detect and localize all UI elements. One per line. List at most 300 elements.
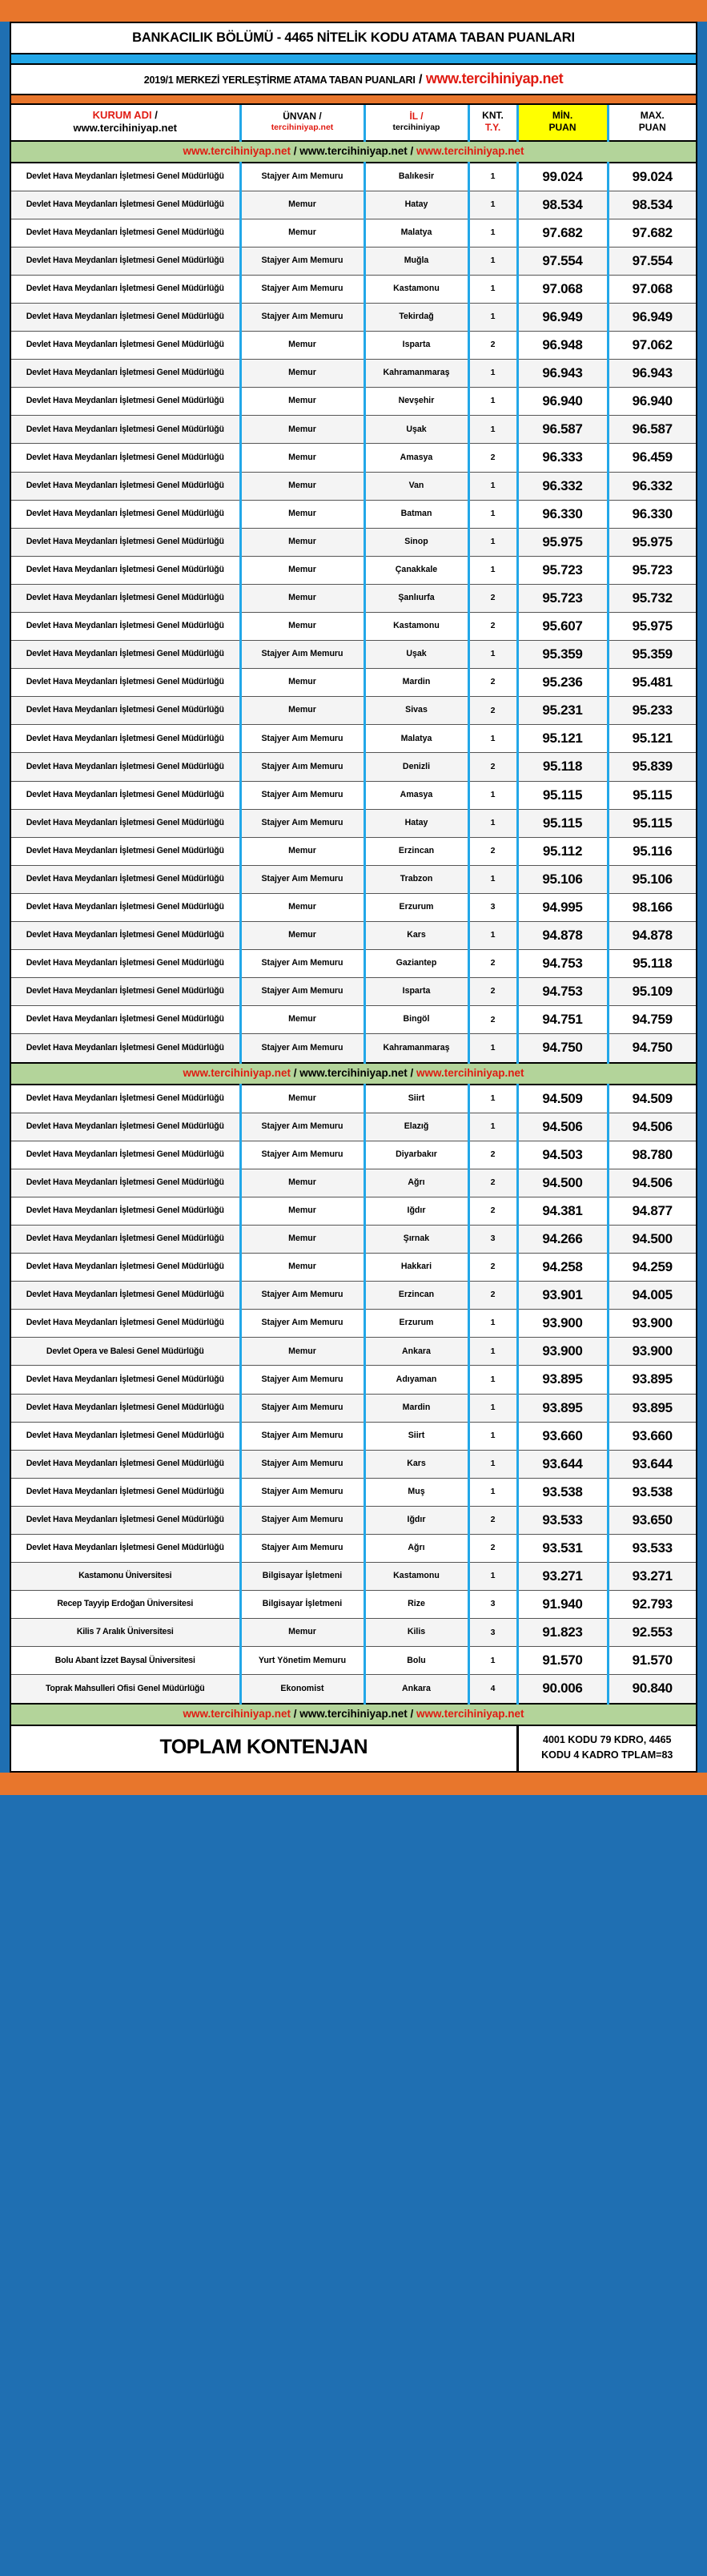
ad-separator-1: / [290,144,300,157]
cell-knt: 1 [468,1450,517,1478]
cell-min-puan: 94.500 [517,1169,608,1197]
cell-knt: 1 [468,641,517,669]
cell-il: Van [364,472,468,500]
cell-min-puan: 97.682 [517,219,608,247]
cell-unvan: Stajyer Aım Memuru [240,978,364,1006]
cell-max-puan: 93.644 [608,1450,696,1478]
cell-max-puan: 94.500 [608,1225,696,1253]
cell-unvan: Stajyer Aım Memuru [240,1282,364,1310]
cell-kurum: Devlet Hava Meydanları İşletmesi Genel Müdürlüğü [11,1310,240,1338]
table-row[interactable] [11,528,696,556]
cell-knt: 1 [468,809,517,837]
cell-min-puan: 90.006 [517,1675,608,1704]
table-row[interactable] [11,641,696,669]
cell-unvan: Memur [240,1085,364,1113]
cell-il: Bingöl [364,1006,468,1034]
cell-min-puan: 93.531 [517,1535,608,1563]
cell-kurum: Devlet Hava Meydanları İşletmesi Genel Müdürlüğü [11,444,240,472]
cell-knt: 2 [468,1506,517,1534]
cell-unvan: Memur [240,191,364,219]
cell-knt: 2 [468,837,517,865]
column-header-min-line1: MİN. [552,110,573,122]
cell-knt: 1 [468,275,517,303]
cell-kurum: Kastamonu Üniversitesi [11,1563,240,1591]
ad-link-3[interactable]: www.tercihiniyap.net [416,1707,524,1720]
table-row[interactable] [11,303,696,331]
cell-max-puan: 94.759 [608,1006,696,1034]
cell-il: Nevşehir [364,388,468,416]
cell-il: Ağrı [364,1169,468,1197]
cell-unvan: Memur [240,500,364,528]
cell-knt: 1 [468,1338,517,1366]
cell-il: Kahramanmaraş [364,1034,468,1063]
cell-il: Kars [364,922,468,950]
scores-table-body [11,105,696,1771]
cell-il: Mardin [364,669,468,697]
cell-kurum: Devlet Hava Meydanları İşletmesi Genel Müdürlüğü [11,1422,240,1450]
cell-kurum: Devlet Hava Meydanları İşletmesi Genel Müdürlüğü [11,1282,240,1310]
table-row[interactable] [11,1282,696,1310]
cell-knt: 4 [468,1675,517,1704]
orange-divider-strip [11,95,696,105]
table-row[interactable] [11,332,696,360]
ad-link-1[interactable]: www.tercihiniyap.net [183,1066,291,1079]
table-row[interactable] [11,416,696,444]
cell-min-puan: 93.644 [517,1450,608,1478]
cell-kurum: Devlet Hava Meydanları İşletmesi Genel Müdürlüğü [11,1478,240,1506]
cell-unvan: Stajyer Aım Memuru [240,753,364,781]
table-row[interactable] [11,950,696,978]
cell-unvan: Stajyer Aım Memuru [240,725,364,753]
cell-knt: 3 [468,1619,517,1647]
cell-il: Mardin [364,1394,468,1422]
cell-kurum: Devlet Hava Meydanları İşletmesi Genel Müdürlüğü [11,781,240,809]
table-row[interactable] [11,1506,696,1534]
cell-kurum: Devlet Hava Meydanları İşletmesi Genel Müdürlüğü [11,753,240,781]
cell-max-puan: 95.839 [608,753,696,781]
cell-max-puan: 91.570 [608,1647,696,1675]
total-quota-value-cell [517,1725,696,1772]
table-row[interactable] [11,1619,696,1647]
cell-knt: 2 [468,1197,517,1225]
ad-link-1[interactable]: www.tercihiniyap.net [183,144,291,157]
cell-max-puan: 94.506 [608,1169,696,1197]
cell-min-puan: 95.236 [517,669,608,697]
table-row[interactable] [11,809,696,837]
table-row[interactable] [11,247,696,275]
cell-kurum: Devlet Hava Meydanları İşletmesi Genel Müdürlüğü [11,1169,240,1197]
cell-unvan: Stajyer Aım Memuru [240,1394,364,1422]
cell-max-puan: 94.259 [608,1254,696,1282]
table-row[interactable] [11,781,696,809]
cell-knt: 1 [468,388,517,416]
table-row[interactable] [11,1422,696,1450]
cell-knt: 2 [468,753,517,781]
cell-max-puan: 97.554 [608,247,696,275]
cell-il: Muğla [364,247,468,275]
cell-unvan: Stajyer Aım Memuru [240,1450,364,1478]
table-row[interactable] [11,472,696,500]
ad-link-2[interactable]: www.tercihiniyap.net [299,1707,408,1720]
table-row[interactable] [11,584,696,612]
cell-max-puan: 94.750 [608,1034,696,1063]
cell-kurum: Kilis 7 Aralık Üniversitesi [11,1619,240,1647]
column-header-kurum-site: www.tercihiniyap.net [73,122,178,135]
table-row[interactable] [11,1034,696,1063]
table-row[interactable] [11,163,696,191]
cell-il: Gaziantep [364,950,468,978]
cell-unvan: Memur [240,697,364,725]
cell-knt: 2 [468,1254,517,1282]
ad-separator-2: / [407,1066,417,1079]
cell-max-puan: 95.118 [608,950,696,978]
cell-min-puan: 93.538 [517,1478,608,1506]
cell-kurum: Devlet Hava Meydanları İşletmesi Genel Müdürlüğü [11,500,240,528]
column-header-knt-line2: T.Y. [484,122,501,134]
cell-max-puan: 90.840 [608,1675,696,1704]
cell-knt: 2 [468,1535,517,1563]
cell-kurum: Devlet Hava Meydanları İşletmesi Genel Müdürlüğü [11,1085,240,1113]
cell-knt: 2 [468,669,517,697]
table-row[interactable] [11,500,696,528]
scores-table [11,105,696,1771]
cell-il: Diyarbakır [364,1141,468,1169]
subtitle-left-text: 2019/1 MERKEZİ YERLEŞTİRME ATAMA TABAN PUANLARI [143,74,416,86]
cell-knt: 1 [468,1422,517,1450]
cell-min-puan: 95.121 [517,725,608,753]
cell-knt: 1 [468,1647,517,1675]
cell-kurum: Bolu Abant İzzet Baysal Üniversitesi [11,1647,240,1675]
column-header-il-label: İL / [409,111,424,123]
cell-knt: 1 [468,1394,517,1422]
cell-il: Uşak [364,416,468,444]
cell-knt: 1 [468,191,517,219]
cell-unvan: Stajyer Aım Memuru [240,865,364,893]
cell-min-puan: 93.895 [517,1366,608,1394]
cell-unvan: Stajyer Aım Memuru [240,809,364,837]
cell-max-puan: 93.895 [608,1366,696,1394]
cell-kurum: Devlet Hava Meydanları İşletmesi Genel Müdürlüğü [11,1113,240,1141]
ad-link-3[interactable]: www.tercihiniyap.net [416,1066,524,1079]
ad-link-2[interactable]: www.tercihiniyap.net [299,1066,408,1079]
table-row[interactable] [11,613,696,641]
cell-min-puan: 95.115 [517,809,608,837]
cell-max-puan: 95.359 [608,641,696,669]
cell-unvan: Bilgisayar İşletmeni [240,1563,364,1591]
cell-il: Tekirdağ [364,303,468,331]
column-header-il-site: tercihiniyap [392,123,440,133]
cell-kurum: Devlet Hava Meydanları İşletmesi Genel Müdürlüğü [11,725,240,753]
table-row[interactable] [11,1169,696,1197]
table-row[interactable] [11,191,696,219]
cell-kurum: Devlet Hava Meydanları İşletmesi Genel Müdürlüğü [11,1034,240,1063]
total-quota-value-line2: KODU 4 KADRO TPLAM=83 [541,1749,673,1761]
cell-knt: 1 [468,1085,517,1113]
cell-knt: 2 [468,1141,517,1169]
column-header-kurum-label: KURUM ADI [92,109,152,121]
table-row[interactable] [11,1563,696,1591]
cell-max-puan: 94.878 [608,922,696,950]
cell-min-puan: 98.534 [517,191,608,219]
column-header-min-puan [517,105,608,141]
table-row[interactable] [11,1394,696,1422]
total-quota-row [11,1725,696,1772]
cell-il: Elazığ [364,1113,468,1141]
column-header-unvan-label: ÜNVAN / [283,111,322,123]
ad-banner-cell [11,1063,696,1085]
cell-max-puan: 96.459 [608,444,696,472]
table-row[interactable] [11,1141,696,1169]
cell-min-puan: 94.503 [517,1141,608,1169]
cell-unvan: Stajyer Aım Memuru [240,1034,364,1063]
table-row[interactable] [11,1310,696,1338]
table-row[interactable] [11,1113,696,1141]
total-quota-label: TOPLAM KONTENJAN [159,1736,368,1759]
cell-il: Ağrı [364,1535,468,1563]
cell-min-puan: 99.024 [517,163,608,191]
cell-il: Kilis [364,1619,468,1647]
table-row[interactable] [11,922,696,950]
cell-knt: 1 [468,500,517,528]
cell-max-puan: 95.723 [608,556,696,584]
cell-unvan: Stajyer Aım Memuru [240,1478,364,1506]
table-row[interactable] [11,1197,696,1225]
table-row[interactable] [11,978,696,1006]
table-row[interactable] [11,1450,696,1478]
cell-unvan: Memur [240,332,364,360]
table-row[interactable] [11,1085,696,1113]
cell-unvan: Memur [240,837,364,865]
table-row[interactable] [11,837,696,865]
table-row[interactable] [11,669,696,697]
cell-il: Isparta [364,332,468,360]
subtitle-separator: / [418,73,423,87]
cell-knt: 1 [468,1366,517,1394]
cell-max-puan: 95.481 [608,669,696,697]
table-row[interactable] [11,1535,696,1563]
cell-unvan: Memur [240,584,364,612]
cell-unvan: Memur [240,1254,364,1282]
cell-il: Ankara [364,1338,468,1366]
column-header-unvan-site: tercihiniyap.net [271,123,334,133]
cell-il: Iğdır [364,1506,468,1534]
cell-max-puan: 93.900 [608,1338,696,1366]
cell-min-puan: 94.509 [517,1085,608,1113]
cell-knt: 1 [468,528,517,556]
cell-min-puan: 95.607 [517,613,608,641]
table-row[interactable] [11,1366,696,1394]
cell-kurum: Toprak Mahsulleri Ofisi Genel Müdürlüğü [11,1675,240,1704]
cell-il: Uşak [364,641,468,669]
cell-min-puan: 95.359 [517,641,608,669]
cell-unvan: Memur [240,922,364,950]
table-row[interactable] [11,893,696,921]
cell-knt: 1 [468,922,517,950]
cell-knt: 2 [468,444,517,472]
cell-knt: 2 [468,697,517,725]
cell-il: Erzurum [364,893,468,921]
cell-unvan: Memur [240,669,364,697]
table-row[interactable] [11,1647,696,1675]
page-title [11,22,696,54]
cell-max-puan: 94.005 [608,1282,696,1310]
total-quota-value-line1: 4001 KODU 79 KDRO, 4465 [543,1733,672,1745]
cell-max-puan: 95.116 [608,837,696,865]
cell-knt: 3 [468,1225,517,1253]
column-header-max-puan [608,105,696,141]
cell-il: Kastamonu [364,613,468,641]
cell-il: Hatay [364,809,468,837]
cell-il: Trabzon [364,865,468,893]
table-row[interactable] [11,1006,696,1034]
cell-knt: 1 [468,556,517,584]
cell-knt: 1 [468,1113,517,1141]
table-row[interactable] [11,865,696,893]
cell-kurum: Devlet Hava Meydanları İşletmesi Genel Müdürlüğü [11,1535,240,1563]
table-row[interactable] [11,725,696,753]
cell-unvan: Bilgisayar İşletmeni [240,1591,364,1619]
cell-knt: 3 [468,1591,517,1619]
cell-knt: 1 [468,303,517,331]
cell-il: Erzincan [364,1282,468,1310]
cell-min-puan: 91.570 [517,1647,608,1675]
cell-max-puan: 97.062 [608,332,696,360]
cell-max-puan: 92.553 [608,1619,696,1647]
cell-il: Amasya [364,444,468,472]
cell-il: Kastamonu [364,275,468,303]
column-header-unvan [240,105,364,141]
cell-unvan: Stajyer Aım Memuru [240,950,364,978]
cell-kurum: Devlet Hava Meydanları İşletmesi Genel Müdürlüğü [11,528,240,556]
cell-il: Erzurum [364,1310,468,1338]
table-row[interactable] [11,1478,696,1506]
cell-unvan: Stajyer Aım Memuru [240,1141,364,1169]
ad-link-2[interactable]: www.tercihiniyap.net [299,144,408,157]
ad-link-3[interactable]: www.tercihiniyap.net [416,144,524,157]
cell-max-puan: 98.534 [608,191,696,219]
cell-knt: 1 [468,865,517,893]
table-row[interactable] [11,753,696,781]
cell-knt: 2 [468,332,517,360]
cell-unvan: Stajyer Aım Memuru [240,1506,364,1534]
cell-kurum: Devlet Hava Meydanları İşletmesi Genel Müdürlüğü [11,669,240,697]
cell-unvan: Stajyer Aım Memuru [240,641,364,669]
cell-min-puan: 94.753 [517,978,608,1006]
cell-kurum: Devlet Hava Meydanları İşletmesi Genel Müdürlüğü [11,556,240,584]
cell-max-puan: 95.975 [608,528,696,556]
cell-kurum: Devlet Hava Meydanları İşletmesi Genel Müdürlüğü [11,1006,240,1034]
cell-unvan: Stajyer Aım Memuru [240,1113,364,1141]
table-row[interactable] [11,556,696,584]
cell-min-puan: 95.112 [517,837,608,865]
cell-min-puan: 95.118 [517,753,608,781]
cell-min-puan: 96.333 [517,444,608,472]
total-quota-label-cell [11,1725,517,1772]
cell-unvan: Memur [240,1169,364,1197]
table-row[interactable] [11,275,696,303]
cell-max-puan: 96.587 [608,416,696,444]
cell-il: Batman [364,500,468,528]
cell-kurum: Recep Tayyip Erdoğan Üniversitesi [11,1591,240,1619]
table-row[interactable] [11,1675,696,1704]
cell-knt: 2 [468,978,517,1006]
cell-il: Isparta [364,978,468,1006]
cell-max-puan: 93.271 [608,1563,696,1591]
cell-unvan: Memur [240,1338,364,1366]
cell-kurum: Devlet Hava Meydanları İşletmesi Genel Müdürlüğü [11,1225,240,1253]
cell-max-puan: 95.115 [608,809,696,837]
cell-il: Şanlıurfa [364,584,468,612]
table-row[interactable] [11,360,696,388]
cell-min-puan: 93.895 [517,1394,608,1422]
bottom-orange-band [0,1773,707,1795]
cell-unvan: Memur [240,893,364,921]
table-row[interactable] [11,1591,696,1619]
page-title-text: BANKACILIK BÖLÜMÜ - 4465 NİTELİK KODU ATAMA TABAN PUANLARI [132,30,575,45]
column-header-max-line2: PUAN [638,122,666,134]
ad-banner-cell [11,1704,696,1725]
cyan-divider-strip [11,54,696,65]
cell-min-puan: 93.660 [517,1422,608,1450]
cell-max-puan: 95.233 [608,697,696,725]
table-row[interactable] [11,1254,696,1282]
cell-knt: 1 [468,219,517,247]
table-row[interactable] [11,388,696,416]
cell-min-puan: 96.943 [517,360,608,388]
cell-kurum: Devlet Hava Meydanları İşletmesi Genel Müdürlüğü [11,1254,240,1282]
table-row[interactable] [11,1225,696,1253]
table-row[interactable] [11,1338,696,1366]
cell-min-puan: 93.900 [517,1338,608,1366]
table-row[interactable] [11,697,696,725]
cell-unvan: Ekonomist [240,1675,364,1704]
cell-il: Siirt [364,1085,468,1113]
cell-unvan: Memur [240,528,364,556]
cell-kurum: Devlet Hava Meydanları İşletmesi Genel Müdürlüğü [11,247,240,275]
top-orange-band [0,0,707,22]
ad-link-1[interactable]: www.tercihiniyap.net [183,1707,291,1720]
cell-min-puan: 94.878 [517,922,608,950]
ad-separator-1: / [290,1707,300,1720]
cell-knt: 2 [468,1169,517,1197]
cell-min-puan: 94.381 [517,1197,608,1225]
table-row[interactable] [11,444,696,472]
column-header-max-line1: MAX. [640,110,665,122]
cell-min-puan: 97.554 [517,247,608,275]
cell-kurum: Devlet Hava Meydanları İşletmesi Genel Müdürlüğü [11,163,240,191]
column-header-min-line2: PUAN [548,122,576,134]
cell-max-puan: 97.068 [608,275,696,303]
cell-max-puan: 93.538 [608,1478,696,1506]
cell-max-puan: 95.121 [608,725,696,753]
cell-unvan: Memur [240,1197,364,1225]
cell-knt: 1 [468,1563,517,1591]
cell-il: Çanakkale [364,556,468,584]
cell-max-puan: 96.332 [608,472,696,500]
cell-max-puan: 96.940 [608,388,696,416]
table-row[interactable] [11,219,696,247]
cell-unvan: Stajyer Aım Memuru [240,275,364,303]
cell-kurum: Devlet Hava Meydanları İşletmesi Genel Müdürlüğü [11,332,240,360]
cell-knt: 1 [468,1310,517,1338]
cell-max-puan: 93.660 [608,1422,696,1450]
cell-min-puan: 94.750 [517,1034,608,1063]
cell-unvan: Stajyer Aım Memuru [240,1310,364,1338]
cell-kurum: Devlet Hava Meydanları İşletmesi Genel Müdürlüğü [11,275,240,303]
subtitle-site-link[interactable]: www.tercihiniyap.net [425,70,564,87]
cell-unvan: Memur [240,219,364,247]
cell-kurum: Devlet Hava Meydanları İşletmesi Genel Müdürlüğü [11,1366,240,1394]
